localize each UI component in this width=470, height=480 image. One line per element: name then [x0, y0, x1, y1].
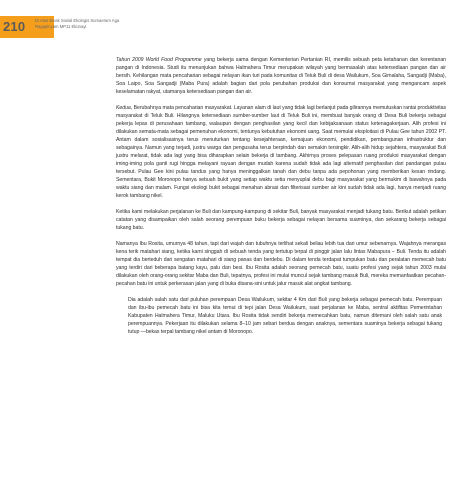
- paragraph-1: [116, 56, 446, 96]
- paragraph-text: yang bekerja sama dengan Kementerian Pertanian RI, memilis sebuah peta ketahanan dan kerentanan pangan di Indonesia. Studi itu menunjukan bahwa Halmahera Timur merupakan wilayah yang bermasalah atas ketersediaan pangan dan air bersih. Kehilangan mata pencaharian sebagai nelayan ikan turi pada komunitas di Teluk Buli di desa Wailukum, Soa Gimalaha, Sangadji (Maba), Soa Laipo, Soa Sangadji (Maba Pura) adalah bagian dari pola perubahan produksi dan konsumsi masyarakat yang mengancam aspek keselamatan rakyat, utamanya ketersediaan pangan dan air.: [116, 57, 446, 95]
- running-head-line: Ragapinyam MP11 Ekonayi: [35, 24, 87, 29]
- paragraph-text: , Berubahnya mata pencaharian masyarakat. Layanan alam di laut yang tidak lagi berlanjut pada gilirannya memutuskan rantai produktivitas masyarakat di Teluk Buli. Hilangnya ketersediaan sumber-sumber laut di Teluk Buli ini, membuat banyak orang di Desa Buli bekerja sebagai pekerja lepas di perusahaan tambang, walaupun dengan penghasilan yang kecil dan kebijaksanaan status ketenagakerjaan. Alih profesi ini dilakukan semata-mata sebagai pemenuhan ekonomi, tentunya kebutuhan ekonomi uang. Saat memulai eksploitasi di Pulau Gee tahun 2002 PT. Antam dalam sosialisasinya terus menuturkan tentang kesejahteraan, kemajuan ekonomi, pendidikan, pembangunan infrastruktur dan sebagainya. Namun yang terjadi, justru warga dan pengusaha terus berpindah dan semakin tersingkir. Alih-alih hidup sejahtera, masyarakat Buli justru melarat, tidak ada lagi yang bisa diharapkan selain bekerja di tambang. Akhirnya proses pelepasan ruang produksi masyarakat dengan iming-iming pola ganti rugi hingga melayani rayuan dengan mudah karena sudah tidak ada lagi alternatif penghasilan dari pandangan pulau tersebut. Pulau Gee kini pulau tandus yang hanya meninggalkan tanah dan debu tanpa ada pepohonan yang memberikan kesan rindang. Sementara, Bukit Moronopo hanya sebuah bukit yang setiap waktu setia menyuplai debu bagi masyarakat yang bermukim di bawahnya pada waktu siang dan malam. Fungsi ekologi bukit sebagai menahan abrasi dan filterisasi sumber air kini sudah tidak ada lagi, hanya menjadi ruang kerok tambang nikel.: [116, 105, 446, 199]
- indented-quote: Dia adalah salah satu dari puluhan perempuan Desa Wailukum, sekitar 4 Km dari Buli yang bekerja sebagai pemecah batu. Perempuan dan ibu-ibu pemecah batu ini bisa kita temui di tepi jalan Desa Wailukum, saat perjalanan ke Maba, sentral aktifitas Pemerintahan Kabupaten Halmahera Timur, Maluku Utara. Ibu Rosita tidak sendiri bekerja memecahkan batu, namun ditemani oleh salah satu anak perempuannya. Pekerjaan itu dilakukan selama 8–10 jam sebari berdua dengan anaknya, sementara suaminya bekerja sebagai tukang tutup —bekas terpal tambang nikel antam di Moronopo.: [128, 297, 442, 335]
- page-number: 210: [3, 19, 26, 34]
- running-head-line: Di Atas Bivak Sosial Ekologis Sumaeram Aga: [35, 18, 120, 23]
- paragraph-4: Namanya Ibu Rosita, umurnya 48 tahun, tapi dari wajah dan tubuhnya terlihat sekali beliau lebih tua dari umur sebenarnya. Wajahnya merangas kena terik matahari siang, ketika kami singgah di sebuah tenda yang tertutup terpal di pinggir jalan lalu lintas Mabapura – Buli. Tenda itu adalah tempat dia berteduh dari sengatan matahari di siang panas dan berdebu. Di dalam tenda terdapat tumpukan batu dan peralatan memecah batu yang terdiri dari beberapa batang kayu, palu dan besi. Ibu Rosita adalah seorang pemecah batu, suatu profesi yang sejak tahun 2003 mulai dilakukan oleh orang-orang sekitar Maba dan Buli, tepatnya, profesi ini mulai muncul sejak tambang masuk Buli, mereka memanfaatkan pecahan-pecahan batu ini untuk perkerasan jalan yang di buka disana-sini untuk jalur masuk alat angkat tambang.: [116, 241, 446, 287]
- emphasis: Kedua: [116, 105, 131, 111]
- paragraph-2: [116, 104, 446, 200]
- paragraph-3: Ketika kami melakukan perjalanan ke Buli dan kampung-kampung di sekitar Buli, banyak masyarakat menjadi tukang batu. Berikut adalah petikan catatan yang disampaikan oleh salah seorang perempuan buku bekerja sebagai nelayan bersama suaminya, dan sekarang bekerja sebagai tukang batu.: [116, 209, 446, 231]
- body-text: [116, 56, 446, 344]
- emphasis: Tahun 2009 World Food Programme: [116, 57, 202, 63]
- running-head: [35, 18, 195, 30]
